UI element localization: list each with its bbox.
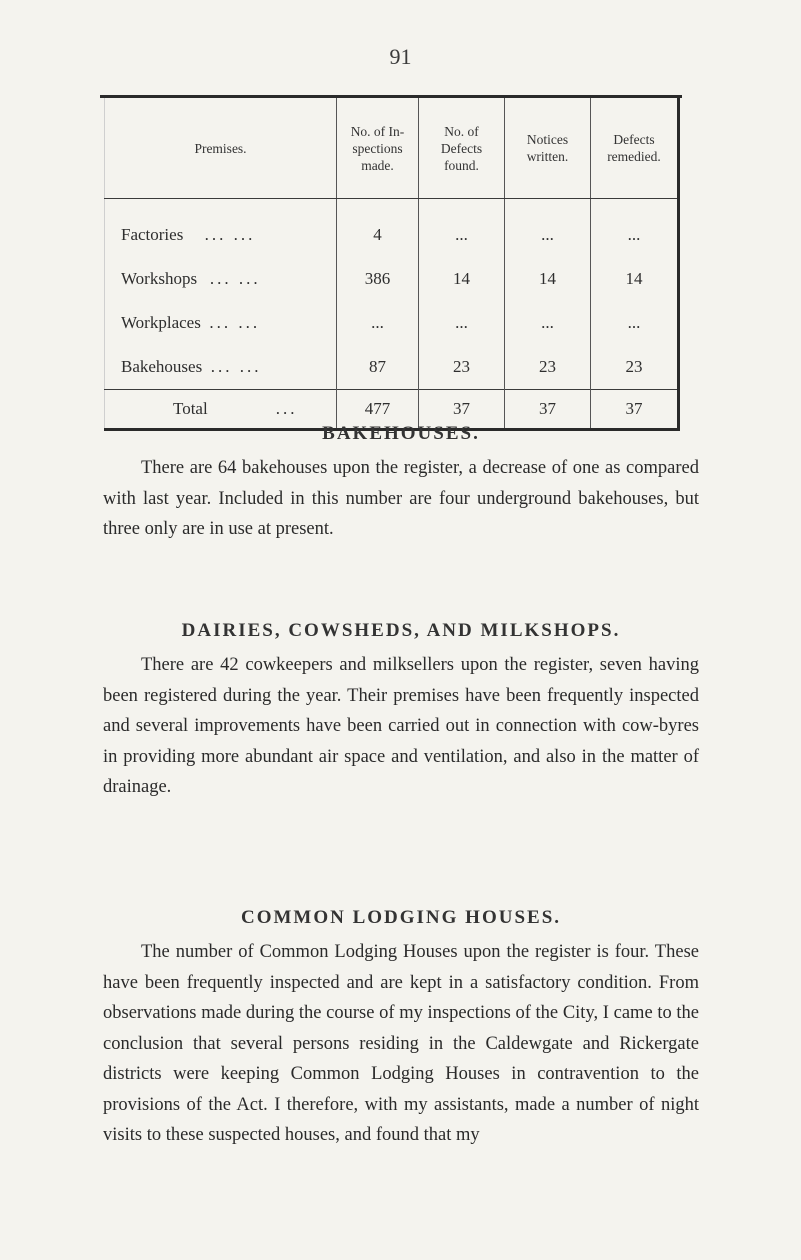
section-common-lodging-houses: [103, 907, 699, 1151]
cell-inspections: ...: [337, 301, 419, 345]
table-row: [105, 199, 679, 257]
section-paragraph: There are 42 cowkeepers and milksellers upon the register, seven having been registered during the year. Their premises have been frequently inspected and several improvements have been carried out in connection with cow-byres in providing more abundant air space and ventilation, and also in the matter of drainage.: [103, 655, 699, 797]
total-label: Total ...: [105, 389, 337, 429]
cell-inspections: 87: [337, 345, 419, 390]
row-label: Workplaces ... ...: [121, 312, 261, 332]
cell-defects-remedied: 23: [591, 345, 679, 390]
cell-defects-remedied: ...: [591, 301, 679, 345]
column-header-premises: Premises.: [105, 98, 337, 199]
section-heading: BAKEHOUSES.: [322, 423, 480, 444]
column-header-notices-written: Notices written.: [505, 98, 591, 199]
cell-defects-remedied: 14: [591, 257, 679, 301]
cell-notices-written: ...: [505, 199, 591, 257]
total-defects-found: 37: [419, 389, 505, 429]
cell-notices-written: 23: [505, 345, 591, 390]
column-header-defects-remedied: Defects remedied.: [591, 98, 679, 199]
section-bakehouses: [103, 423, 699, 545]
row-label: Bakehouses ... ...: [121, 356, 262, 376]
total-notices-written: 37: [505, 389, 591, 429]
cell-defects-found: 23: [419, 345, 505, 390]
table-row: [105, 345, 679, 390]
cell-notices-written: ...: [505, 301, 591, 345]
cell-defects-found: 14: [419, 257, 505, 301]
table-row: [105, 301, 679, 345]
cell-defects-found: ...: [419, 199, 505, 257]
section-heading: COMMON LODGING HOUSES.: [240, 907, 562, 928]
section-dairies: [103, 620, 699, 803]
table-row: [105, 257, 679, 301]
section-paragraph: There are 64 bakehouses upon the register, a decrease of one as compared with last year. Included in this number are four underground bakehouses, but three only are in use at present.: [103, 458, 699, 539]
cell-inspections: 386: [337, 257, 419, 301]
table-header-row: [105, 98, 679, 199]
total-defects-remedied: 37: [591, 389, 679, 429]
column-header-inspections: No. of In-spections made.: [337, 98, 419, 199]
inspections-table-container: [104, 95, 682, 431]
inspections-table: [104, 98, 680, 431]
page-number: 91: [389, 44, 412, 69]
total-inspections: 477: [337, 389, 419, 429]
row-label: Workshops ... ...: [121, 268, 261, 288]
column-header-defects-found: No. of Defects found.: [419, 98, 505, 199]
row-label: Factories ... ...: [121, 225, 256, 245]
cell-notices-written: 14: [505, 257, 591, 301]
cell-defects-remedied: ...: [591, 199, 679, 257]
section-heading: DAIRIES, COWSHEDS, AND MILKSHOPS.: [181, 620, 621, 641]
section-paragraph: The number of Common Lodging Houses upon the register is four. These have been frequently inspected and are kept in a satisfactory condition. From observations made during the course of my inspections of the City, I came to the conclusion that several persons residing in the Caldewgate and Rickergate districts were keeping Common Lodging Houses in contravention to the provisions of the Act. I therefore, with my assistants, made a number of night visits to these suspected houses, and found that my: [103, 942, 699, 1145]
cell-inspections: 4: [337, 199, 419, 257]
cell-defects-found: ...: [419, 301, 505, 345]
